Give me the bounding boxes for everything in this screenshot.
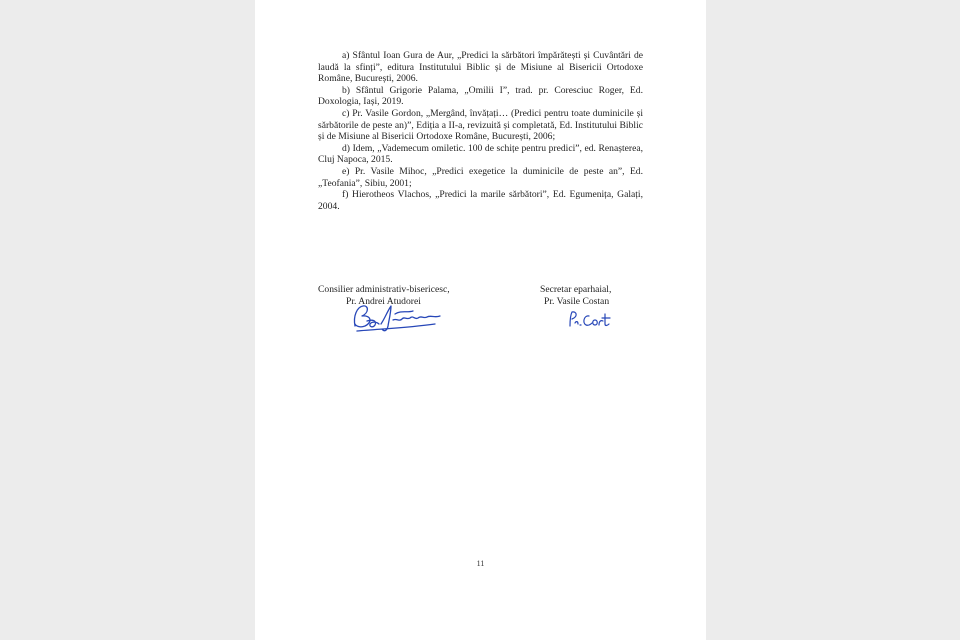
reference-item-c: c) Pr. Vasile Gordon, „Mergând, învățați… (Predici pentru toate duminicile și sărbătorile de peste an)”, Ediția a II-a, revizuită și completată, Ed. Institutului Biblic și de Misiune al Bisericii Ortodoxe Române, București, 2006; [318, 107, 643, 143]
bibliography-list [318, 50, 643, 212]
reference-item-b: b) Sfântul Grigorie Palama, „Omilii I”, trad. pr. Coresciuc Roger, Ed. Doxologia, Iași, 2019. [318, 84, 643, 108]
handwritten-signature-right [566, 309, 616, 331]
signatory-name: Pr. Vasile Costan [544, 295, 610, 307]
reference-item-f: f) Hierotheos Vlachos, „Predici la marile sărbători”, Ed. Egumenița, Galați, 2004. [318, 189, 643, 212]
signatory-title: Secretar eparhaial, [540, 284, 612, 295]
reference-item-d: d) Idem, „Vademecum omiletic. 100 de schițe pentru predici”, ed. Renașterea, Cluj Napoca, 2015. [318, 142, 643, 166]
reference-item-a: a) Sfântul Ioan Gura de Aur, „Predici la sărbători împărătești și Cuvântări de laudă la sfinți”, editura Institutului Biblic și de Misiune al Bisericii Ortodoxe Române, București, 2006. [318, 50, 643, 85]
reference-item-e: e) Pr. Vasile Mihoc, „Predici exegetice la duminicile de peste an”, Ed. „Teofania”, Sibiu, 2001; [318, 165, 643, 189]
signatory-title: Consilier administrativ-bisericesc, [318, 284, 450, 295]
signatory-name: Pr. Andrei Atudorei [346, 295, 421, 307]
document-page [255, 0, 706, 640]
signature-block-right [540, 284, 611, 308]
page-number: 11 [476, 559, 485, 568]
handwritten-signature-left [347, 300, 447, 334]
